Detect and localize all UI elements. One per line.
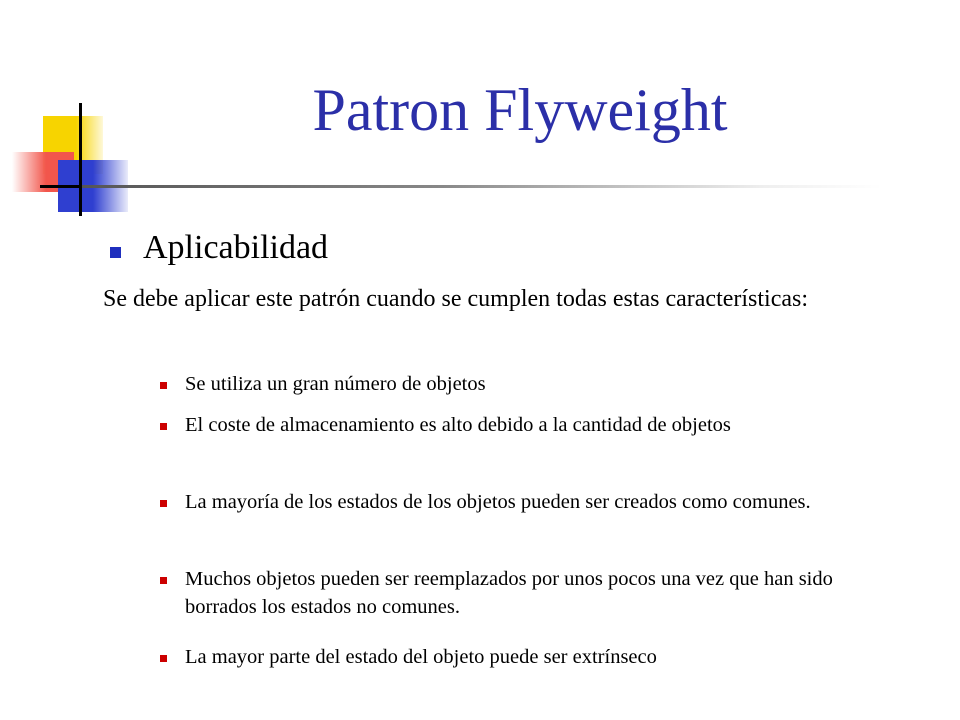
sub-bullet-icon bbox=[160, 382, 167, 389]
sub-bullet-icon bbox=[160, 655, 167, 662]
sub-bullet-icon bbox=[160, 423, 167, 430]
slide-title: Patron Flyweight bbox=[312, 77, 728, 143]
section-heading: Aplicabilidad bbox=[143, 229, 329, 266]
intro-paragraph: Se debe aplicar este patrón cuando se cumplen todas estas características: bbox=[103, 286, 809, 312]
list-item: Muchos objetos pueden ser reemplazados por unos pocos una vez que han sido borrados los estados no comunes. bbox=[185, 568, 833, 618]
list-item: Se utiliza un gran número de objetos bbox=[185, 373, 486, 395]
list-item: El coste de almacenamiento es alto debido a la cantidad de objetos bbox=[185, 414, 731, 436]
main-bullet-icon bbox=[110, 247, 121, 258]
sub-bullet-icon bbox=[160, 500, 167, 507]
list-item: La mayoría de los estados de los objetos pueden ser creados como comunes. bbox=[185, 491, 811, 513]
sub-bullet-icon bbox=[160, 577, 167, 584]
list-item: La mayor parte del estado del objeto puede ser extrínseco bbox=[185, 646, 657, 668]
